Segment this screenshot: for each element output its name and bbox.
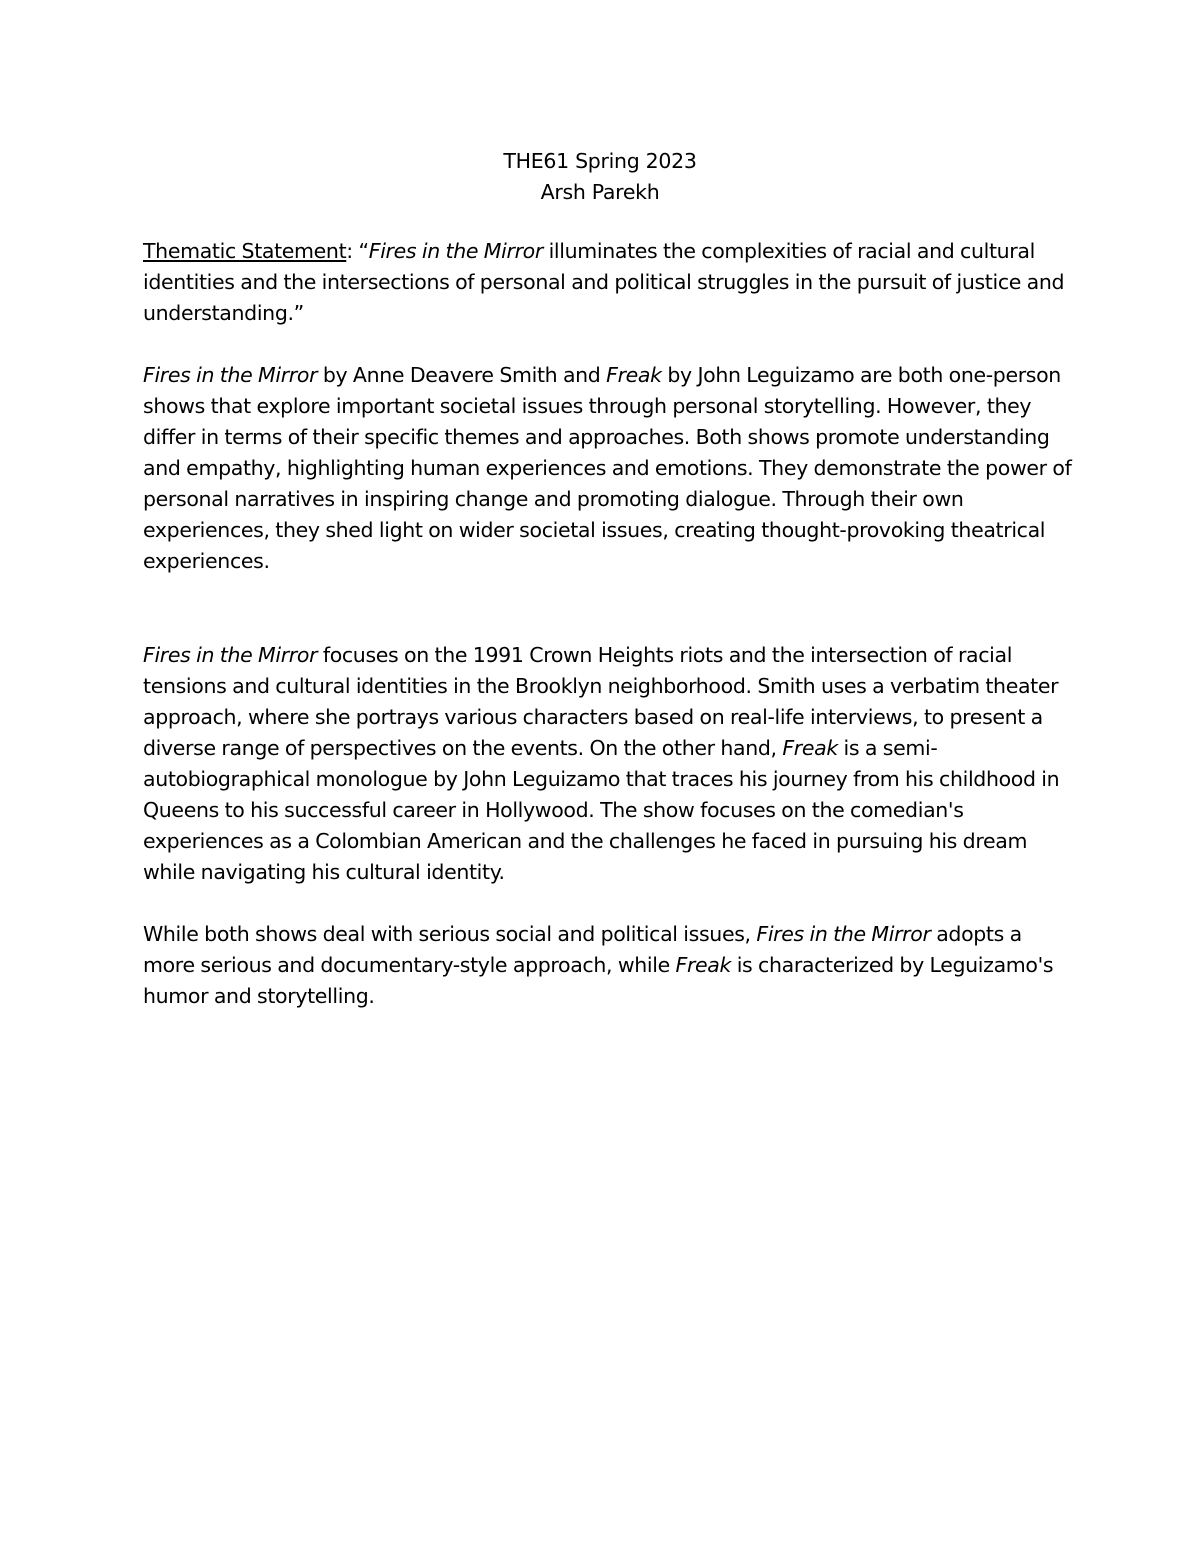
paragraph-text: by Anne Deavere Smith and <box>317 363 607 387</box>
thematic-statement-text: illuminates the complexities of racial and cultural identities and the intersections of personal and political struggles in the pursuit of justice and understanding.” <box>143 239 1065 325</box>
play-title: Freak <box>675 953 732 977</box>
comparison-paragraph <box>143 360 1073 577</box>
author-name: Arsh Parekh <box>540 180 660 204</box>
play-title: Fires in the Mirror <box>143 363 318 387</box>
conclusion-paragraph <box>143 919 1073 1012</box>
paragraph-text: While both shows deal with serious social and political issues, <box>143 922 757 946</box>
play-title: Fires in the Mirror <box>756 922 931 946</box>
focus-paragraph <box>143 640 1073 888</box>
thematic-statement-paragraph <box>143 236 1073 329</box>
play-title: Fires in the Mirror <box>143 643 318 667</box>
thematic-colon-quote: : “ <box>346 239 369 263</box>
play-title: Fires in the Mirror <box>368 239 543 263</box>
course-line: THE61 Spring 2023 <box>503 149 697 173</box>
paragraph-text: is characterized by Leguizamo's humor and storytelling. <box>143 953 1054 1008</box>
paragraph-text: is a semi-autobiographical monologue by John Leguizamo that traces his journey from his childhood in Queens to his successful career in Hollywood. The show focuses on the comedian's experiences as a Colombian American and the challenges he faced in pursuing his dream while navigating his cultural identity. <box>143 736 1060 884</box>
document-header <box>0 146 1200 208</box>
paragraph-text: adopts a more serious and documentary-style approach, while <box>143 922 1022 977</box>
play-title: Freak <box>606 363 662 387</box>
paragraph-text: focuses on the 1991 Crown Heights riots and the intersection of racial tensions and cultural identities in the Brooklyn neighborhood. Smith uses a verbatim theater approach, where she portrays various characters based on real-life interviews, to present a diverse range of perspectives on the events. On the other hand, <box>143 643 1059 760</box>
play-title: Freak <box>782 736 838 760</box>
thematic-statement-label: Thematic Statement <box>143 239 347 263</box>
paragraph-text: by John Leguizamo are both one-person shows that explore important societal issues through personal storytelling. However, they differ in terms of their specific themes and approaches. Both shows promote understanding and empathy, highlighting human experiences and emotions. They demonstrate the power of personal narratives in inspiring change and promoting dialogue. Through their own experiences, they shed light on wider societal issues, creating thought-provoking theatrical experiences. <box>143 363 1072 573</box>
